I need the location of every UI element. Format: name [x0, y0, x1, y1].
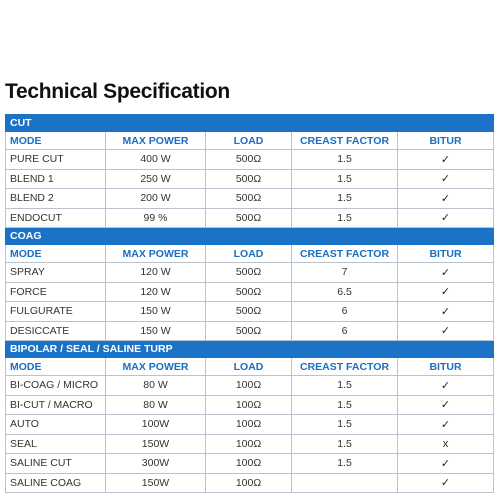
- bitur-cell: [398, 395, 494, 415]
- check-mark-icon: ✓: [440, 325, 451, 338]
- table-row: [6, 150, 494, 170]
- cell-crest-factor: 6: [292, 321, 398, 341]
- cell-crest-factor: 6.5: [292, 282, 398, 302]
- cell-crest-factor: 6: [292, 302, 398, 322]
- cell-load: 500Ω: [206, 169, 292, 189]
- column-header-load: LOAD: [206, 132, 292, 150]
- column-header-max-power: MAX POWER: [106, 358, 206, 376]
- cell-mode: BI-CUT / MACRO: [6, 395, 106, 415]
- table-row: [6, 169, 494, 189]
- cell-crest-factor: 1.5: [292, 150, 398, 170]
- bitur-cell: [398, 434, 494, 454]
- cell-mode: BI-COAG / MICRO: [6, 376, 106, 396]
- bitur-cell: [398, 169, 494, 189]
- column-header-row: [6, 358, 494, 376]
- bitur-cell: [398, 376, 494, 396]
- cell-mode: SEAL: [6, 434, 106, 454]
- cell-crest-factor: 7: [292, 263, 398, 283]
- section-header-row: [6, 115, 494, 132]
- check-mark-icon: ✓: [440, 266, 451, 279]
- cell-load: 500Ω: [206, 321, 292, 341]
- table-row: [6, 189, 494, 209]
- check-mark-icon: ✓: [440, 399, 451, 412]
- cell-mode: ENDOCUT: [6, 208, 106, 228]
- cell-max-power: 300W: [106, 454, 206, 474]
- check-mark-icon: ✓: [440, 212, 451, 225]
- page-title: Technical Specification: [5, 80, 230, 103]
- cell-mode: SPRAY: [6, 263, 106, 283]
- section-header-row: [6, 341, 494, 358]
- section-header-row: [6, 228, 494, 245]
- cell-mode: BLEND 1: [6, 169, 106, 189]
- cell-max-power: 150 W: [106, 321, 206, 341]
- bitur-cell: [398, 150, 494, 170]
- cell-load: 100Ω: [206, 454, 292, 474]
- cell-mode: FORCE: [6, 282, 106, 302]
- check-mark-icon: ✓: [440, 305, 451, 318]
- bitur-cell: [398, 282, 494, 302]
- table-row: [6, 376, 494, 396]
- cell-mode: AUTO: [6, 415, 106, 435]
- cell-load: 500Ω: [206, 263, 292, 283]
- check-mark-icon: ✓: [440, 173, 451, 186]
- column-header-load: LOAD: [206, 358, 292, 376]
- cell-max-power: 120 W: [106, 263, 206, 283]
- cell-crest-factor: 1.5: [292, 169, 398, 189]
- cell-load: 500Ω: [206, 150, 292, 170]
- column-header-mode: MODE: [6, 132, 106, 150]
- column-header-crest-factor: CREAST FACTOR: [292, 358, 398, 376]
- cell-crest-factor: 1.5: [292, 189, 398, 209]
- cell-load: 100Ω: [206, 434, 292, 454]
- cell-mode: BLEND 2: [6, 189, 106, 209]
- column-header-row: [6, 245, 494, 263]
- cell-max-power: 80 W: [106, 395, 206, 415]
- column-header-bitur: BITUR: [398, 132, 494, 150]
- cell-mode: DESICCATE: [6, 321, 106, 341]
- cell-load: 500Ω: [206, 282, 292, 302]
- bitur-cell: [398, 321, 494, 341]
- bitur-cell: [398, 189, 494, 209]
- cell-max-power: 150W: [106, 434, 206, 454]
- section-title: BIPOLAR / SEAL / SALINE TURP: [6, 341, 494, 358]
- cell-max-power: 400 W: [106, 150, 206, 170]
- bitur-cell: [398, 263, 494, 283]
- cell-max-power: 250 W: [106, 169, 206, 189]
- column-header-max-power: MAX POWER: [106, 132, 206, 150]
- column-header-bitur: BITUR: [398, 358, 494, 376]
- cell-load: 100Ω: [206, 415, 292, 435]
- cell-mode: SALINE CUT: [6, 454, 106, 474]
- cell-max-power: 100W: [106, 415, 206, 435]
- column-header-crest-factor: CREAST FACTOR: [292, 245, 398, 263]
- section-title: CUT: [6, 115, 494, 132]
- cell-load: 500Ω: [206, 208, 292, 228]
- cell-crest-factor: 1.5: [292, 208, 398, 228]
- table-row: [6, 395, 494, 415]
- cross-mark: x: [442, 437, 449, 450]
- bitur-cell: [398, 454, 494, 474]
- table-row: [6, 434, 494, 454]
- cell-mode: FULGURATE: [6, 302, 106, 322]
- cell-load: 500Ω: [206, 302, 292, 322]
- cell-load: 100Ω: [206, 473, 292, 493]
- column-header-mode: MODE: [6, 358, 106, 376]
- cell-mode: SALINE COAG: [6, 473, 106, 493]
- table-row: [6, 302, 494, 322]
- check-mark-icon: ✓: [440, 457, 451, 470]
- column-header-max-power: MAX POWER: [106, 245, 206, 263]
- check-mark-icon: ✓: [440, 418, 451, 431]
- cell-max-power: 150W: [106, 473, 206, 493]
- cell-crest-factor: [292, 473, 398, 493]
- technical-specification-table: [5, 114, 494, 493]
- column-header-row: [6, 132, 494, 150]
- cell-max-power: 200 W: [106, 189, 206, 209]
- table-row: [6, 415, 494, 435]
- column-header-mode: MODE: [6, 245, 106, 263]
- table-row: [6, 454, 494, 474]
- cell-load: 500Ω: [206, 189, 292, 209]
- table-row: [6, 208, 494, 228]
- bitur-cell: [398, 415, 494, 435]
- cell-crest-factor: 1.5: [292, 395, 398, 415]
- check-mark-icon: ✓: [440, 192, 451, 205]
- column-header-load: LOAD: [206, 245, 292, 263]
- cell-max-power: 120 W: [106, 282, 206, 302]
- check-mark-icon: ✓: [440, 477, 451, 490]
- table-row: [6, 321, 494, 341]
- cell-load: 100Ω: [206, 395, 292, 415]
- cell-max-power: 150 W: [106, 302, 206, 322]
- cell-crest-factor: 1.5: [292, 434, 398, 454]
- cell-max-power: 99 %: [106, 208, 206, 228]
- cell-crest-factor: 1.5: [292, 454, 398, 474]
- section-title: COAG: [6, 228, 494, 245]
- column-header-bitur: BITUR: [398, 245, 494, 263]
- bitur-cell: [398, 473, 494, 493]
- table-row: [6, 473, 494, 493]
- check-mark-icon: ✓: [440, 379, 451, 392]
- cell-load: 100Ω: [206, 376, 292, 396]
- cell-crest-factor: 1.5: [292, 376, 398, 396]
- column-header-crest-factor: CREAST FACTOR: [292, 132, 398, 150]
- cell-crest-factor: 1.5: [292, 415, 398, 435]
- table-row: [6, 263, 494, 283]
- cell-mode: PURE CUT: [6, 150, 106, 170]
- check-mark-icon: ✓: [440, 286, 451, 299]
- cell-max-power: 80 W: [106, 376, 206, 396]
- table-row: [6, 282, 494, 302]
- check-mark-icon: ✓: [440, 153, 451, 166]
- bitur-cell: [398, 302, 494, 322]
- bitur-cell: [398, 208, 494, 228]
